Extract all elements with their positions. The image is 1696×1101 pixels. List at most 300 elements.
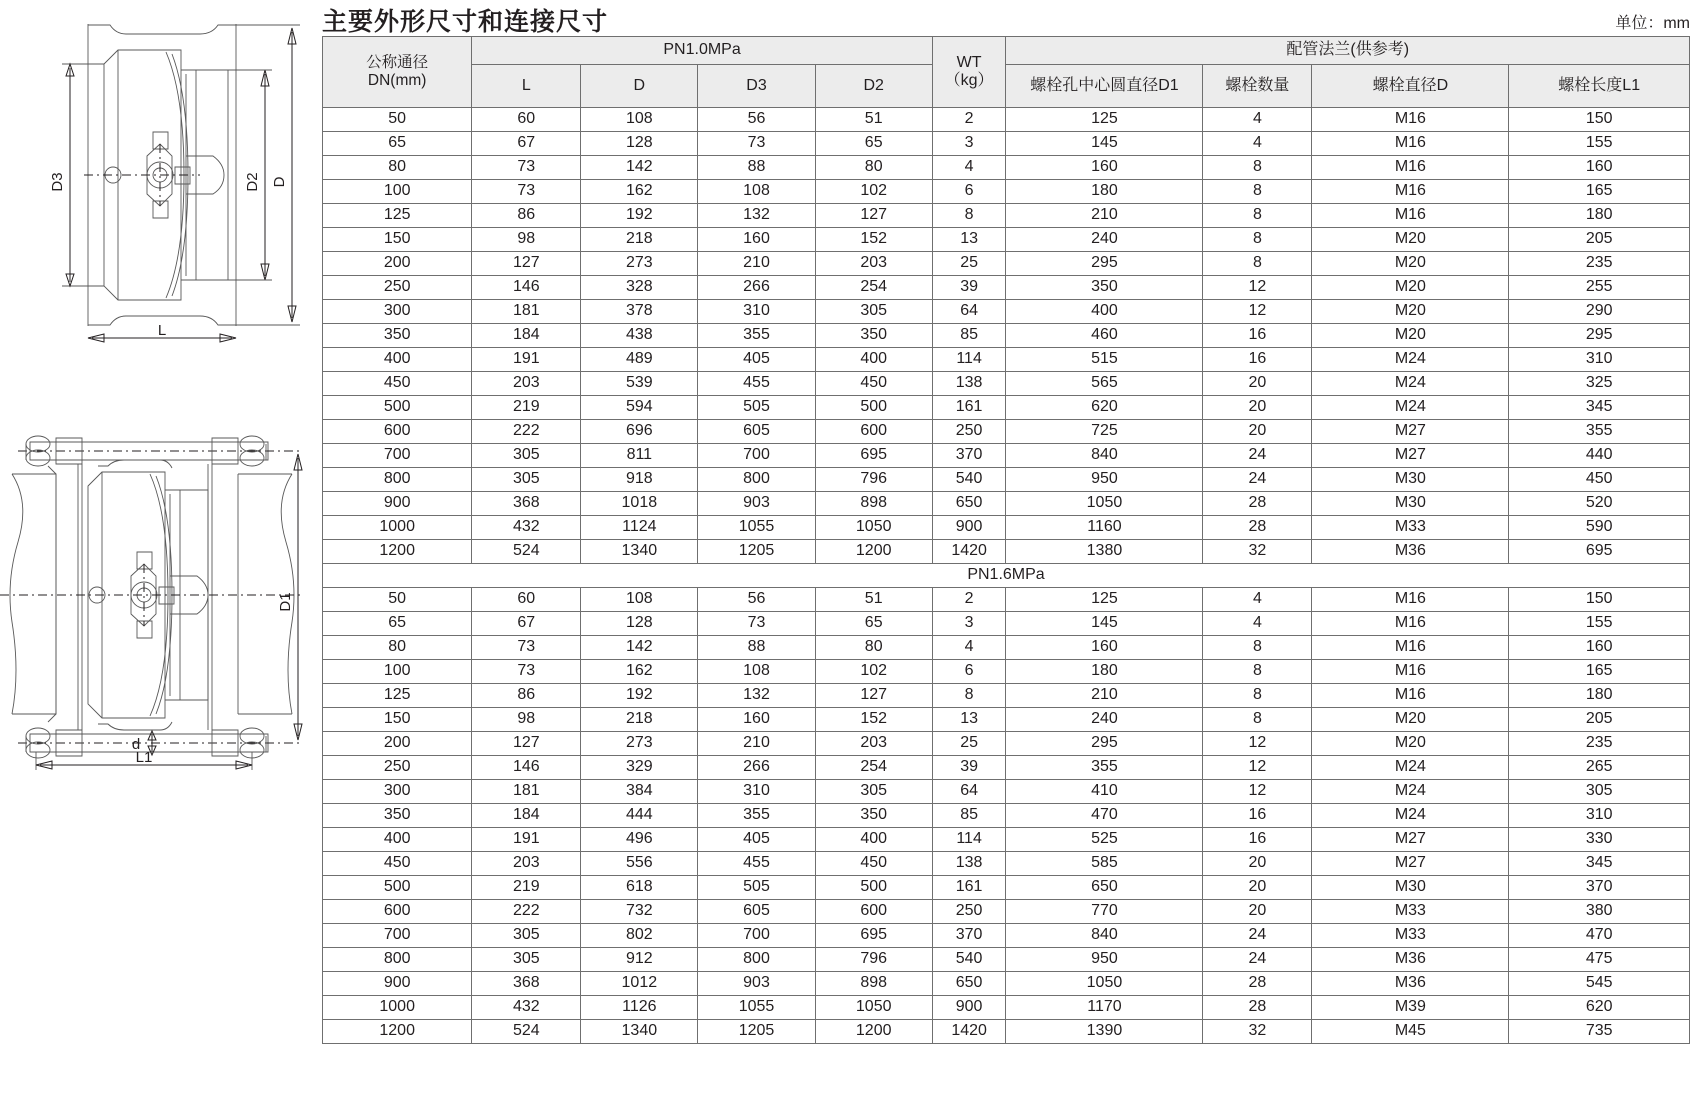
drawing-label-d1: D1	[277, 592, 294, 612]
cell-d3: 210	[698, 252, 815, 276]
table-row	[323, 156, 1690, 180]
cell-bolt-length: 165	[1509, 660, 1690, 684]
cell-wt: 900	[932, 516, 1006, 540]
cell-d: 618	[581, 876, 698, 900]
cell-d2: 450	[815, 852, 932, 876]
cell-dn: 450	[323, 372, 472, 396]
cell-bolt-circle: 160	[1006, 156, 1203, 180]
table-row	[323, 660, 1690, 684]
cell-bolt-diameter: M16	[1312, 156, 1509, 180]
cell-d: 108	[581, 588, 698, 612]
cell-wt: 540	[932, 468, 1006, 492]
cell-l: 203	[472, 852, 581, 876]
cell-d: 329	[581, 756, 698, 780]
cell-l: 73	[472, 156, 581, 180]
cell-d: 811	[581, 444, 698, 468]
table-row	[323, 972, 1690, 996]
cell-d3: 903	[698, 972, 815, 996]
cell-bolt-length: 180	[1509, 684, 1690, 708]
cell-wt: 13	[932, 228, 1006, 252]
cell-bolt-diameter: M36	[1312, 540, 1509, 564]
cell-l: 368	[472, 972, 581, 996]
cell-bolt-count: 12	[1203, 300, 1312, 324]
cell-l: 305	[472, 924, 581, 948]
cell-bolt-diameter: M16	[1312, 588, 1509, 612]
cell-bolt-count: 8	[1203, 204, 1312, 228]
cell-wt: 3	[932, 132, 1006, 156]
cell-wt: 1420	[932, 1020, 1006, 1044]
table-row	[323, 300, 1690, 324]
valve-drawing-installed-view	[0, 382, 318, 772]
cell-bolt-count: 20	[1203, 420, 1312, 444]
cell-bolt-diameter: M30	[1312, 468, 1509, 492]
col-header-wt-line2: （kg）	[944, 72, 994, 89]
cell-d: 1012	[581, 972, 698, 996]
cell-d3: 605	[698, 900, 815, 924]
cell-d: 594	[581, 396, 698, 420]
cell-d3: 405	[698, 348, 815, 372]
cell-bolt-length: 235	[1509, 732, 1690, 756]
cell-bolt-count: 32	[1203, 540, 1312, 564]
table-row	[323, 804, 1690, 828]
cell-bolt-length: 310	[1509, 348, 1690, 372]
table-row	[323, 276, 1690, 300]
cell-l: 368	[472, 492, 581, 516]
table-header-row-2	[323, 65, 1690, 108]
cell-d3: 800	[698, 468, 815, 492]
table-row	[323, 1020, 1690, 1044]
cell-l: 203	[472, 372, 581, 396]
table-row	[323, 348, 1690, 372]
drawing-label-d3: D3	[49, 172, 66, 192]
table-row	[323, 876, 1690, 900]
cell-dn: 350	[323, 324, 472, 348]
cell-wt: 2	[932, 588, 1006, 612]
col-header-nominal-diameter	[323, 37, 472, 108]
cell-dn: 80	[323, 156, 472, 180]
cell-bolt-diameter: M20	[1312, 708, 1509, 732]
cell-d2: 350	[815, 804, 932, 828]
cell-bolt-circle: 840	[1006, 444, 1203, 468]
cell-bolt-circle: 950	[1006, 948, 1203, 972]
cell-bolt-count: 24	[1203, 444, 1312, 468]
cell-wt: 4	[932, 156, 1006, 180]
cell-l: 127	[472, 252, 581, 276]
cell-d3: 73	[698, 612, 815, 636]
cell-d3: 605	[698, 420, 815, 444]
cell-l: 524	[472, 540, 581, 564]
cell-bolt-circle: 350	[1006, 276, 1203, 300]
cell-bolt-count: 8	[1203, 660, 1312, 684]
cell-bolt-diameter: M33	[1312, 900, 1509, 924]
cell-bolt-diameter: M24	[1312, 348, 1509, 372]
cell-bolt-length: 235	[1509, 252, 1690, 276]
cell-bolt-count: 12	[1203, 756, 1312, 780]
cell-bolt-circle: 180	[1006, 660, 1203, 684]
cell-bolt-circle: 410	[1006, 780, 1203, 804]
cell-wt: 85	[932, 324, 1006, 348]
cell-d: 1124	[581, 516, 698, 540]
cell-bolt-count: 20	[1203, 852, 1312, 876]
cell-d2: 305	[815, 300, 932, 324]
cell-d: 108	[581, 108, 698, 132]
cell-bolt-circle: 840	[1006, 924, 1203, 948]
cell-bolt-circle: 1160	[1006, 516, 1203, 540]
cell-d2: 203	[815, 252, 932, 276]
cell-d2: 1050	[815, 996, 932, 1020]
table-row	[323, 828, 1690, 852]
cell-bolt-count: 16	[1203, 828, 1312, 852]
cell-bolt-diameter: M33	[1312, 924, 1509, 948]
cell-bolt-length: 470	[1509, 924, 1690, 948]
table-row	[323, 444, 1690, 468]
page-title: 主要外形尺寸和连接尺寸	[322, 8, 609, 36]
cell-l: 305	[472, 444, 581, 468]
cell-dn: 300	[323, 780, 472, 804]
cell-dn: 700	[323, 444, 472, 468]
table-row	[323, 948, 1690, 972]
cell-dn: 450	[323, 852, 472, 876]
cell-d: 556	[581, 852, 698, 876]
cell-bolt-count: 20	[1203, 396, 1312, 420]
cell-d3: 903	[698, 492, 815, 516]
table-row	[323, 324, 1690, 348]
cell-d: 142	[581, 636, 698, 660]
table-row	[323, 132, 1690, 156]
cell-d: 489	[581, 348, 698, 372]
cell-bolt-count: 8	[1203, 684, 1312, 708]
cell-d3: 56	[698, 108, 815, 132]
cell-l: 305	[472, 948, 581, 972]
cell-d3: 266	[698, 276, 815, 300]
cell-bolt-count: 24	[1203, 468, 1312, 492]
section-header-row-pn16	[323, 564, 1690, 588]
table-row	[323, 420, 1690, 444]
cell-bolt-length: 265	[1509, 756, 1690, 780]
cell-bolt-diameter: M27	[1312, 828, 1509, 852]
cell-d: 162	[581, 180, 698, 204]
cell-dn: 50	[323, 108, 472, 132]
cell-d3: 455	[698, 372, 815, 396]
cell-bolt-count: 20	[1203, 876, 1312, 900]
cell-d2: 898	[815, 492, 932, 516]
cell-bolt-count: 12	[1203, 780, 1312, 804]
cell-bolt-length: 695	[1509, 540, 1690, 564]
cell-bolt-diameter: M39	[1312, 996, 1509, 1020]
cell-dn: 200	[323, 732, 472, 756]
cell-bolt-length: 205	[1509, 708, 1690, 732]
cell-bolt-circle: 1170	[1006, 996, 1203, 1020]
cell-d3: 108	[698, 180, 815, 204]
cell-wt: 1420	[932, 540, 1006, 564]
cell-dn: 600	[323, 420, 472, 444]
cell-bolt-circle: 160	[1006, 636, 1203, 660]
cell-d2: 898	[815, 972, 932, 996]
cell-d3: 700	[698, 924, 815, 948]
cell-wt: 64	[932, 780, 1006, 804]
col-header-dn-line2: DN(mm)	[367, 72, 427, 89]
cell-wt: 6	[932, 180, 1006, 204]
cell-bolt-length: 180	[1509, 204, 1690, 228]
cell-d2: 695	[815, 924, 932, 948]
dimensions-table	[322, 36, 1690, 1044]
col-header-l: L	[472, 65, 581, 108]
col-header-bolt-diameter: 螺栓直径D	[1312, 65, 1509, 108]
cell-bolt-count: 12	[1203, 732, 1312, 756]
cell-d2: 400	[815, 828, 932, 852]
cell-d3: 1055	[698, 516, 815, 540]
valve-installed-view-svg	[0, 382, 318, 772]
cell-wt: 161	[932, 396, 1006, 420]
table-row	[323, 108, 1690, 132]
cell-wt: 64	[932, 300, 1006, 324]
cell-wt: 8	[932, 204, 1006, 228]
cell-bolt-length: 545	[1509, 972, 1690, 996]
table-row	[323, 396, 1690, 420]
cell-bolt-length: 325	[1509, 372, 1690, 396]
cell-d3: 310	[698, 780, 815, 804]
cell-l: 184	[472, 324, 581, 348]
cell-dn: 65	[323, 612, 472, 636]
cell-dn: 80	[323, 636, 472, 660]
cell-l: 432	[472, 516, 581, 540]
table-row	[323, 372, 1690, 396]
cell-dn: 65	[323, 132, 472, 156]
cell-d2: 500	[815, 396, 932, 420]
cell-l: 73	[472, 636, 581, 660]
table-row	[323, 540, 1690, 564]
cell-bolt-diameter: M20	[1312, 228, 1509, 252]
cell-d: 328	[581, 276, 698, 300]
cell-bolt-length: 160	[1509, 156, 1690, 180]
cell-dn: 700	[323, 924, 472, 948]
cell-d: 918	[581, 468, 698, 492]
cell-bolt-diameter: M33	[1312, 516, 1509, 540]
cell-wt: 161	[932, 876, 1006, 900]
cell-bolt-length: 475	[1509, 948, 1690, 972]
cell-bolt-length: 620	[1509, 996, 1690, 1020]
cell-bolt-length: 310	[1509, 804, 1690, 828]
cell-l: 219	[472, 396, 581, 420]
table-row	[323, 852, 1690, 876]
cell-wt: 114	[932, 348, 1006, 372]
cell-bolt-diameter: M24	[1312, 780, 1509, 804]
cell-wt: 39	[932, 276, 1006, 300]
col-group-header-flange: 配管法兰(供参考)	[1006, 37, 1690, 65]
cell-d3: 405	[698, 828, 815, 852]
cell-d: 128	[581, 132, 698, 156]
cell-wt: 85	[932, 804, 1006, 828]
cell-bolt-circle: 210	[1006, 204, 1203, 228]
cell-l: 73	[472, 660, 581, 684]
drawing-label-d: D	[271, 176, 288, 188]
table-row	[323, 780, 1690, 804]
col-group-header-pn10: PN1.0MPa	[472, 37, 932, 65]
cell-d2: 51	[815, 588, 932, 612]
cell-d2: 102	[815, 660, 932, 684]
cell-wt: 370	[932, 924, 1006, 948]
cell-dn: 900	[323, 492, 472, 516]
cell-dn: 150	[323, 708, 472, 732]
cell-bolt-count: 32	[1203, 1020, 1312, 1044]
cell-bolt-count: 8	[1203, 180, 1312, 204]
cell-bolt-diameter: M24	[1312, 756, 1509, 780]
cell-dn: 350	[323, 804, 472, 828]
table-section-divider-pn16	[323, 564, 1690, 588]
cell-dn: 1200	[323, 1020, 472, 1044]
cell-wt: 540	[932, 948, 1006, 972]
valve-front-view-svg	[0, 4, 318, 344]
cell-l: 98	[472, 708, 581, 732]
table-row	[323, 636, 1690, 660]
cell-d: 539	[581, 372, 698, 396]
cell-dn: 125	[323, 204, 472, 228]
table-row	[323, 492, 1690, 516]
cell-bolt-count: 28	[1203, 972, 1312, 996]
cell-wt: 3	[932, 612, 1006, 636]
cell-d3: 56	[698, 588, 815, 612]
cell-bolt-circle: 400	[1006, 300, 1203, 324]
cell-wt: 900	[932, 996, 1006, 1020]
cell-wt: 250	[932, 900, 1006, 924]
cell-bolt-count: 12	[1203, 276, 1312, 300]
cell-l: 191	[472, 828, 581, 852]
cell-l: 73	[472, 180, 581, 204]
cell-l: 146	[472, 276, 581, 300]
cell-bolt-circle: 295	[1006, 252, 1203, 276]
col-header-weight	[932, 37, 1006, 108]
cell-dn: 100	[323, 660, 472, 684]
cell-d: 192	[581, 684, 698, 708]
cell-bolt-diameter: M45	[1312, 1020, 1509, 1044]
cell-d3: 1055	[698, 996, 815, 1020]
cell-d3: 355	[698, 324, 815, 348]
cell-d2: 350	[815, 324, 932, 348]
cell-d2: 450	[815, 372, 932, 396]
cell-d3: 108	[698, 660, 815, 684]
cell-wt: 2	[932, 108, 1006, 132]
cell-bolt-circle: 620	[1006, 396, 1203, 420]
cell-bolt-circle: 1050	[1006, 972, 1203, 996]
cell-dn: 150	[323, 228, 472, 252]
cell-bolt-diameter: M24	[1312, 804, 1509, 828]
cell-d: 142	[581, 156, 698, 180]
cell-wt: 114	[932, 828, 1006, 852]
cell-bolt-circle: 585	[1006, 852, 1203, 876]
cell-bolt-count: 4	[1203, 108, 1312, 132]
cell-d3: 505	[698, 876, 815, 900]
cell-wt: 8	[932, 684, 1006, 708]
cell-d: 438	[581, 324, 698, 348]
cell-d: 273	[581, 252, 698, 276]
cell-l: 432	[472, 996, 581, 1020]
table-row	[323, 180, 1690, 204]
cell-d3: 88	[698, 156, 815, 180]
cell-bolt-diameter: M24	[1312, 396, 1509, 420]
col-header-wt-line1: WT	[956, 53, 982, 71]
cell-d2: 1200	[815, 1020, 932, 1044]
cell-d3: 355	[698, 804, 815, 828]
cell-bolt-diameter: M24	[1312, 372, 1509, 396]
unit-note: 单位：mm	[1615, 15, 1690, 32]
cell-d3: 210	[698, 732, 815, 756]
cell-bolt-diameter: M16	[1312, 180, 1509, 204]
cell-dn: 300	[323, 300, 472, 324]
cell-dn: 500	[323, 396, 472, 420]
cell-bolt-count: 24	[1203, 948, 1312, 972]
table-row	[323, 756, 1690, 780]
cell-l: 181	[472, 780, 581, 804]
cell-d: 1340	[581, 540, 698, 564]
cell-bolt-circle: 1380	[1006, 540, 1203, 564]
table-row	[323, 588, 1690, 612]
table-row	[323, 732, 1690, 756]
table-row	[323, 252, 1690, 276]
cell-wt: 370	[932, 444, 1006, 468]
cell-d2: 1200	[815, 540, 932, 564]
cell-bolt-diameter: M30	[1312, 492, 1509, 516]
table-row	[323, 924, 1690, 948]
cell-bolt-length: 155	[1509, 612, 1690, 636]
cell-dn: 100	[323, 180, 472, 204]
cell-l: 86	[472, 204, 581, 228]
cell-wt: 25	[932, 732, 1006, 756]
cell-bolt-circle: 180	[1006, 180, 1203, 204]
cell-bolt-length: 295	[1509, 324, 1690, 348]
cell-d3: 132	[698, 204, 815, 228]
cell-d2: 400	[815, 348, 932, 372]
table-row	[323, 468, 1690, 492]
cell-bolt-diameter: M16	[1312, 612, 1509, 636]
cell-d3: 88	[698, 636, 815, 660]
cell-d2: 600	[815, 420, 932, 444]
cell-l: 191	[472, 348, 581, 372]
drawing-label-l: L	[157, 322, 167, 339]
cell-wt: 250	[932, 420, 1006, 444]
cell-dn: 600	[323, 900, 472, 924]
cell-d2: 796	[815, 468, 932, 492]
cell-d: 732	[581, 900, 698, 924]
cell-d2: 65	[815, 612, 932, 636]
table-row	[323, 708, 1690, 732]
cell-l: 60	[472, 108, 581, 132]
cell-bolt-count: 8	[1203, 156, 1312, 180]
cell-dn: 1000	[323, 516, 472, 540]
cell-l: 524	[472, 1020, 581, 1044]
cell-bolt-length: 160	[1509, 636, 1690, 660]
cell-d: 1018	[581, 492, 698, 516]
cell-d2: 254	[815, 756, 932, 780]
cell-dn: 250	[323, 756, 472, 780]
cell-bolt-length: 590	[1509, 516, 1690, 540]
cell-bolt-circle: 240	[1006, 708, 1203, 732]
cell-l: 184	[472, 804, 581, 828]
cell-d: 444	[581, 804, 698, 828]
cell-bolt-circle: 470	[1006, 804, 1203, 828]
cell-bolt-circle: 565	[1006, 372, 1203, 396]
cell-bolt-diameter: M27	[1312, 444, 1509, 468]
cell-bolt-diameter: M30	[1312, 876, 1509, 900]
cell-bolt-count: 16	[1203, 804, 1312, 828]
cell-bolt-circle: 525	[1006, 828, 1203, 852]
cell-dn: 250	[323, 276, 472, 300]
cell-bolt-diameter: M16	[1312, 108, 1509, 132]
cell-d3: 455	[698, 852, 815, 876]
cell-bolt-length: 290	[1509, 300, 1690, 324]
cell-l: 98	[472, 228, 581, 252]
cell-dn: 500	[323, 876, 472, 900]
cell-d2: 203	[815, 732, 932, 756]
